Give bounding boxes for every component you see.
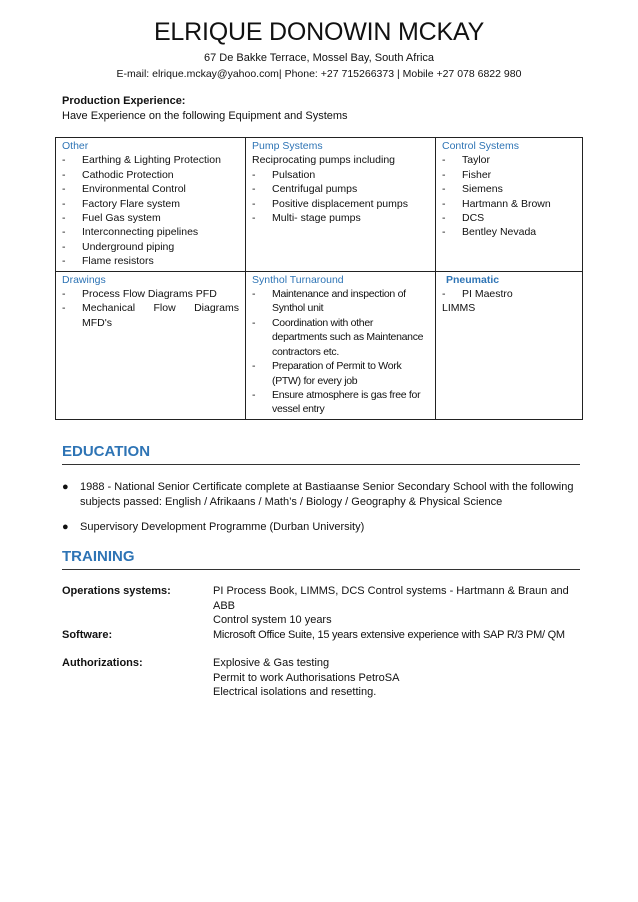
education-item-text: 1988 - National Senior Certificate complete at Bastiaanse Senior Secondary School with the following subjects passed: English / Afrikaans / Math’s / Biology / Geography & Physical Science — [80, 481, 574, 508]
training-value-authorizations — [213, 656, 585, 700]
list-item: - Maintenance and inspection of Synthol unit — [252, 287, 429, 316]
cell-synthol-title: Synthol Turnaround — [252, 273, 344, 286]
equipment-row-2 — [56, 271, 583, 419]
synthol-list — [252, 287, 429, 417]
other-list — [62, 153, 239, 268]
drawings-list — [62, 287, 239, 330]
training-label-authorizations: Authorizations: — [62, 657, 143, 669]
training-rule — [62, 569, 580, 570]
list-item: - Earthing & Lighting Protection — [62, 153, 239, 167]
control-list — [442, 153, 576, 239]
training-line: Control system 10 years — [213, 614, 332, 626]
bullet-icon: ● — [62, 481, 69, 493]
training-value-operations — [213, 584, 585, 628]
equipment-table — [55, 137, 583, 420]
list-item: - Hartmann & Brown — [442, 197, 576, 211]
list-item: - Centrifugal pumps — [252, 182, 429, 196]
bullet-icon: ● — [62, 521, 69, 533]
production-experience-title: Production Experience: — [62, 95, 186, 107]
cell-synthol — [246, 271, 436, 419]
list-item: - Factory Flare system — [62, 197, 239, 211]
education-item-text: Supervisory Development Programme (Durban University) — [80, 521, 365, 533]
list-item: - Underground piping — [62, 240, 239, 254]
list-item: - Fisher — [442, 168, 576, 182]
training-line: Electrical isolations and resetting. — [213, 686, 377, 698]
list-item: - Cathodic Protection — [62, 168, 239, 182]
cell-control — [436, 138, 583, 272]
list-item: - Coordination with other departments such as Maintenance contractors etc. — [252, 316, 429, 359]
list-item: - Positive displacement pumps — [252, 197, 429, 211]
list-item: - Pulsation — [252, 168, 429, 182]
training-line: Microsoft Office Suite, 15 years extensive experience with SAP R/3 PM/ QM — [213, 629, 565, 641]
cell-drawings — [56, 271, 246, 419]
list-item: - Ensure atmosphere is gas free for vessel entry — [252, 388, 429, 417]
cell-pneumatic — [436, 271, 583, 419]
pump-intro: Reciprocating pumps including — [252, 154, 395, 167]
cell-pump — [246, 138, 436, 272]
list-item: - Environmental Control — [62, 182, 239, 196]
cell-control-title: Control Systems — [442, 140, 520, 152]
list-item: - PI Maestro — [442, 287, 576, 301]
list-item: - Flame resistors — [62, 254, 239, 268]
cell-drawings-title: Drawings — [62, 273, 106, 286]
list-item: - Bentley Nevada — [442, 225, 576, 239]
training-line: Permit to work Authorisations PetroSA — [213, 671, 400, 684]
cell-other-title: Other — [62, 140, 89, 152]
training-title: TRAINING — [62, 548, 135, 565]
list-item: - Siemens — [442, 182, 576, 196]
production-experience-subtitle: Have Experience on the following Equipment and Systems — [62, 110, 348, 122]
equipment-row-1 — [56, 138, 583, 272]
list-item: - DCS — [442, 211, 576, 225]
cell-pump-title: Pump Systems — [252, 140, 323, 152]
list-item: - Multi- stage pumps — [252, 211, 429, 225]
pump-list — [252, 168, 429, 226]
cell-other — [56, 138, 246, 272]
pneumatic-extra: LIMMS — [442, 302, 476, 315]
list-item: - Process Flow Diagrams PFD — [62, 287, 239, 301]
education-item — [62, 520, 582, 535]
pneumatic-list — [442, 287, 576, 301]
training-label-software: Software: — [62, 629, 113, 641]
list-item: - Fuel Gas system — [62, 211, 239, 225]
cell-pneumatic-title: Pneumatic — [446, 273, 500, 286]
education-item — [62, 480, 582, 509]
education-title: EDUCATION — [62, 443, 151, 460]
training-value-software — [213, 628, 585, 643]
candidate-contact: E-mail: elrique.mckay@yahoo.com| Phone: +27 715266373 | Mobile +27 078 6822 980 — [116, 68, 522, 80]
candidate-address: 67 De Bakke Terrace, Mossel Bay, South Africa — [203, 52, 435, 64]
list-item: - Preparation of Permit to Work (PTW) for every job — [252, 359, 429, 388]
list-item: - Mechanical Flow Diagrams MFD's — [62, 301, 239, 330]
candidate-name: ELRIQUE DONOWIN MCKAY — [153, 18, 485, 46]
list-item: - Interconnecting pipelines — [62, 225, 239, 239]
training-line: Explosive & Gas testing — [213, 657, 330, 669]
training-line: PI Process Book, LIMMS, DCS Control systems - Hartmann & Braun and ABB — [213, 585, 569, 612]
training-label-operations: Operations systems: — [62, 585, 171, 597]
education-rule — [62, 464, 580, 465]
list-item: - Taylor — [442, 153, 576, 167]
